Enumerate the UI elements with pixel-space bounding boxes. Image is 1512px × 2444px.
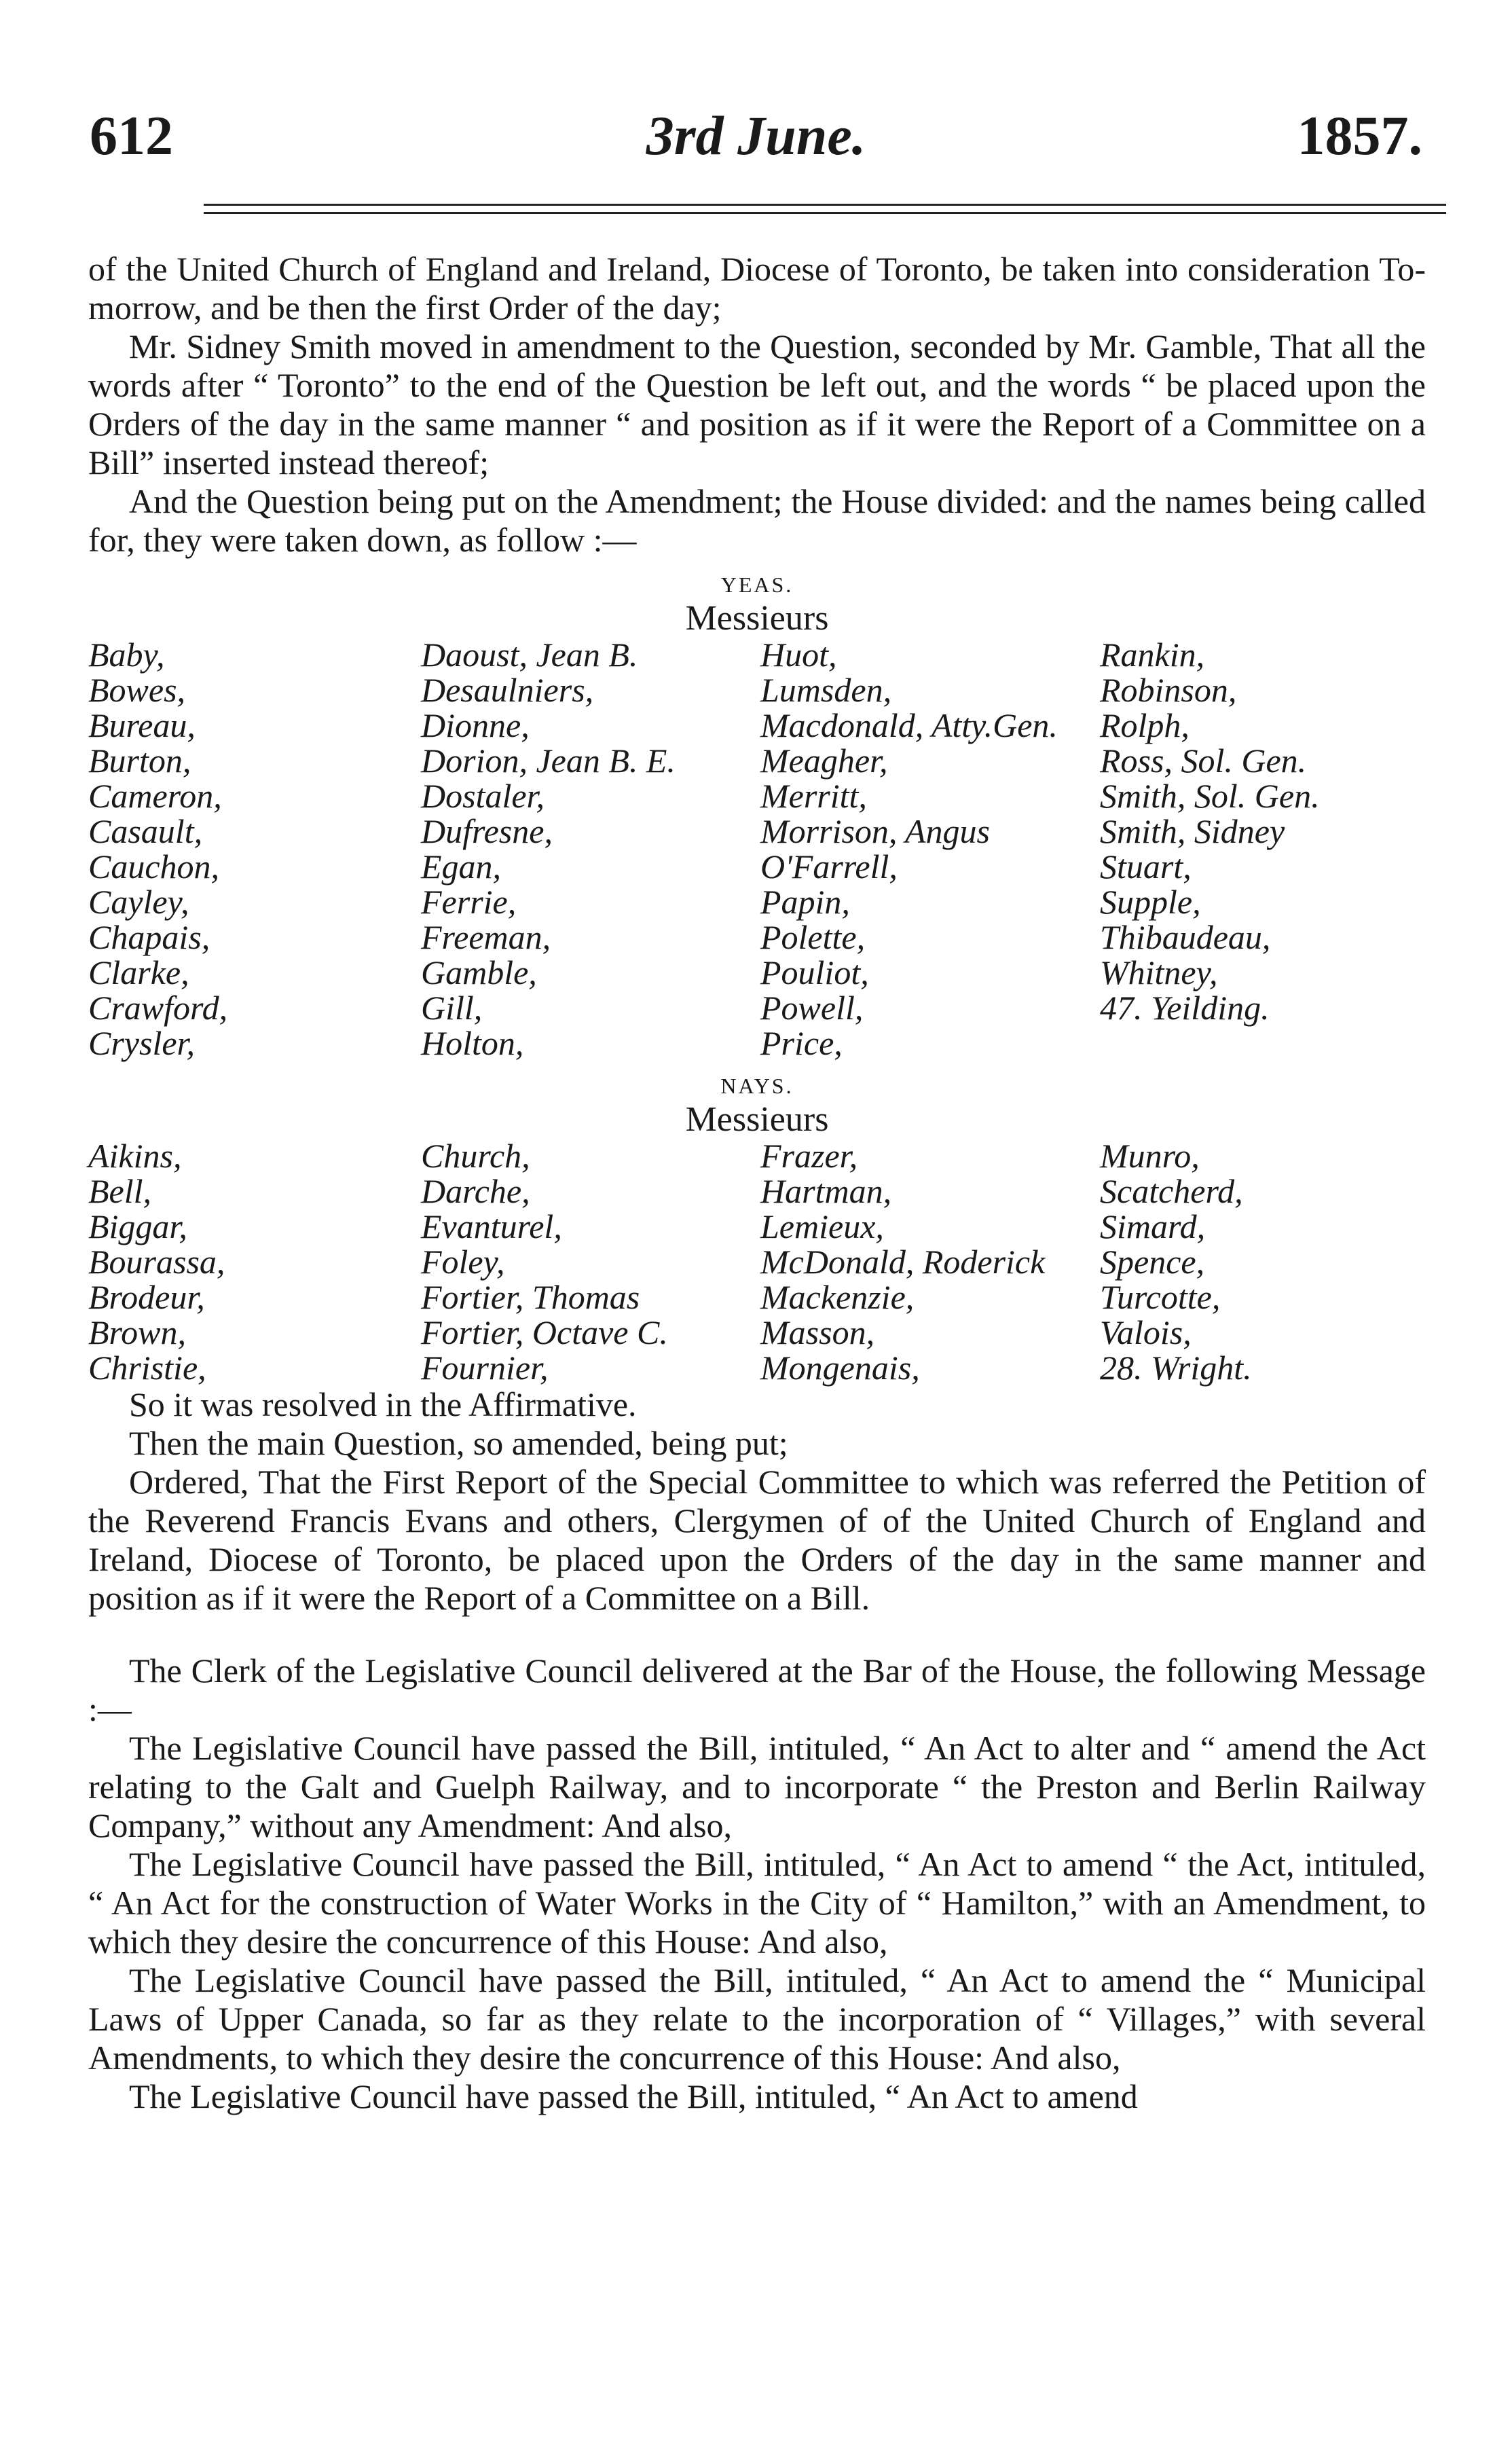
nay-name: Scatcherd, (1100, 1172, 1243, 1210)
yea-name: Powell, (760, 989, 864, 1027)
yea-name: Crawford, (88, 989, 228, 1027)
yea-name: Smith, Sol. Gen. (1100, 777, 1320, 815)
nay-name: Mongenais, (760, 1349, 920, 1387)
header-rule-bottom (204, 212, 1446, 214)
header-rule-top (204, 204, 1446, 206)
nays-list (88, 1138, 1426, 1385)
yea-name: Crysler, (88, 1024, 195, 1062)
message-bill-3: The Legislative Council have passed the Bill, intituled, “ An Act to amend the “ Municipal Laws of Upper Canada, so far as they relate to the incorporation of “ Villages,” with several Amendments, to which they desire the concurrence of this House: And also, (88, 1961, 1426, 2077)
yeas-subheading: Messieurs (685, 599, 829, 638)
nay-name: Christie, (88, 1349, 206, 1387)
nay-name: Fortier, Octave C. (421, 1313, 668, 1351)
yea-name: Morrison, Angus (760, 812, 991, 850)
nay-name: Fortier, Thomas (421, 1278, 640, 1316)
yea-name: Holton, (421, 1024, 524, 1062)
yea-name: Macdonald, Atty.Gen. (760, 706, 1058, 744)
yea-name: Robinson, (1100, 671, 1237, 709)
yea-name: Polette, (760, 918, 866, 956)
nay-name: Simard, (1100, 1207, 1206, 1245)
nay-name: Darche, (421, 1172, 530, 1210)
yea-name: Freeman, (421, 918, 551, 956)
nay-name: Church, (421, 1137, 530, 1175)
yeas-list (88, 637, 1426, 1061)
page-header (90, 105, 1422, 166)
nay-name: 28. Wright. (1100, 1349, 1252, 1387)
nay-name: Evanturel, (421, 1207, 562, 1245)
message-intro: The Clerk of the Legislative Council delivered at the Bar of the House, the following Message :— (88, 1652, 1426, 1728)
nays-heading: NAYS. (720, 1074, 794, 1098)
yea-name: Bureau, (88, 706, 196, 744)
header-year: 1857. (1297, 105, 1422, 166)
yea-name: Whitney, (1100, 953, 1218, 991)
nay-name: Mackenzie, (760, 1278, 915, 1316)
yea-name: Cauchon, (88, 847, 220, 886)
yea-name: Casault, (88, 812, 203, 850)
yea-name: Daoust, Jean B. (421, 636, 638, 674)
yea-name: Price, (760, 1024, 843, 1062)
yea-name: O'Farrell, (760, 847, 898, 886)
yea-name: Dorion, Jean B. E. (421, 742, 676, 780)
page-number: 612 (90, 105, 173, 166)
intro-paragraph-2: Mr. Sidney Smith moved in amendment to the Question, seconded by Mr. Gamble, That all the words after “ Toronto” to the end of the Question be left out, and the words “ be placed upon the Orders of the day in the same manner “ and position as if it were the Report of a Committee on a Bill” inserted instead thereof; (88, 327, 1426, 481)
message-bill-4: The Legislative Council have passed the Bill, intituled, “ An Act to amend (129, 2077, 1138, 2115)
nay-name: Lemieux, (760, 1207, 884, 1245)
nay-name: Biggar, (88, 1207, 187, 1245)
yea-name: Lumsden, (760, 671, 892, 709)
nay-name: Spence, (1100, 1243, 1205, 1281)
yea-name: Meagher, (760, 742, 888, 780)
yea-name: Burton, (88, 742, 191, 780)
yea-name: Ferrie, (421, 883, 517, 921)
ordered-paragraph: Ordered, That the First Report of the Special Committee to which was referred the Petition of the Reverend Francis Evans and others, Clergymen of of the United Church of England and Ireland, Diocese of Toronto, be placed upon the Orders of the day in the same manner and position as if it were the Report of a Committee on a Bill. (88, 1463, 1426, 1617)
yea-name: Dostaler, (421, 777, 545, 815)
yea-name: Bowes, (88, 671, 186, 709)
yea-name (1100, 1025, 1426, 1061)
message-bill-2: The Legislative Council have passed the Bill, intituled, “ An Act to amend “ the Act, intituled, “ An Act for the construction of Water Works in the City of “ Hamilton,” with an Amendment, to which they desire the concurrence of this House: And also, (88, 1845, 1426, 1960)
header-date: 3rd June. (646, 105, 866, 166)
yea-name: Pouliot, (760, 953, 869, 991)
yea-name: Thibaudeau, (1100, 918, 1271, 956)
yea-name: Stuart, (1100, 847, 1192, 886)
main-question: Then the main Question, so amended, being put; (129, 1424, 788, 1462)
yea-name: Supple, (1100, 883, 1201, 921)
page-body (88, 250, 1426, 2136)
nay-name: Foley, (421, 1243, 505, 1281)
intro-paragraph-1: of the United Church of England and Ireland, Diocese of Toronto, be taken into consideration To-morrow, and be then the first Order of the day; (88, 250, 1426, 327)
yea-name: Baby, (88, 636, 165, 674)
nay-name: Bourassa, (88, 1243, 225, 1281)
nay-name: Aikins, (88, 1137, 182, 1175)
yea-name: Gill, (421, 989, 483, 1027)
intro-paragraph-3: And the Question being put on the Amendment; the House divided: and the names being called for, they were taken down, as follow :— (88, 482, 1426, 559)
resolution-result: So it was resolved in the Affirmative. (129, 1385, 637, 1423)
yea-name: Ross, Sol. Gen. (1100, 742, 1307, 780)
yea-name: Merritt, (760, 777, 867, 815)
yeas-heading: YEAS. (720, 572, 794, 597)
nays-subheading: Messieurs (685, 1100, 829, 1139)
yea-name: Rankin, (1100, 636, 1205, 674)
yea-name: Huot, (760, 636, 837, 674)
yea-name: Papin, (760, 883, 850, 921)
nay-name: Masson, (760, 1313, 875, 1351)
yea-name: Cameron, (88, 777, 222, 815)
yea-name: Smith, Sidney (1100, 812, 1285, 850)
yea-name: 47. Yeilding. (1100, 989, 1270, 1027)
yea-name: Chapais, (88, 918, 210, 956)
nay-name: Munro, (1100, 1137, 1200, 1175)
nay-name: Hartman, (760, 1172, 892, 1210)
yea-name: Egan, (421, 847, 502, 886)
nay-name: Valois, (1100, 1313, 1192, 1351)
message-bill-1: The Legislative Council have passed the Bill, intituled, “ An Act to alter and “ amend the Act relating to the Galt and Guelph Railway, and to incorporate “ the Preston and Berlin Railway Company,” without any Amendment: And also, (88, 1729, 1426, 1844)
nay-name: McDonald, Roderick (760, 1243, 1046, 1281)
nay-name: Bell, (88, 1172, 152, 1210)
nay-name: Frazer, (760, 1137, 858, 1175)
yea-name: Cayley, (88, 883, 189, 921)
nay-name: Brown, (88, 1313, 186, 1351)
yea-name: Desaulniers, (421, 671, 594, 709)
yea-name: Dufresne, (421, 812, 553, 850)
nay-name: Brodeur, (88, 1278, 205, 1316)
yea-name: Rolph, (1100, 706, 1190, 744)
yea-name: Clarke, (88, 953, 189, 991)
yea-name: Dionne, (421, 706, 530, 744)
nay-name: Fournier, (421, 1349, 549, 1387)
yea-name: Gamble, (421, 953, 537, 991)
nay-name: Turcotte, (1100, 1278, 1221, 1316)
